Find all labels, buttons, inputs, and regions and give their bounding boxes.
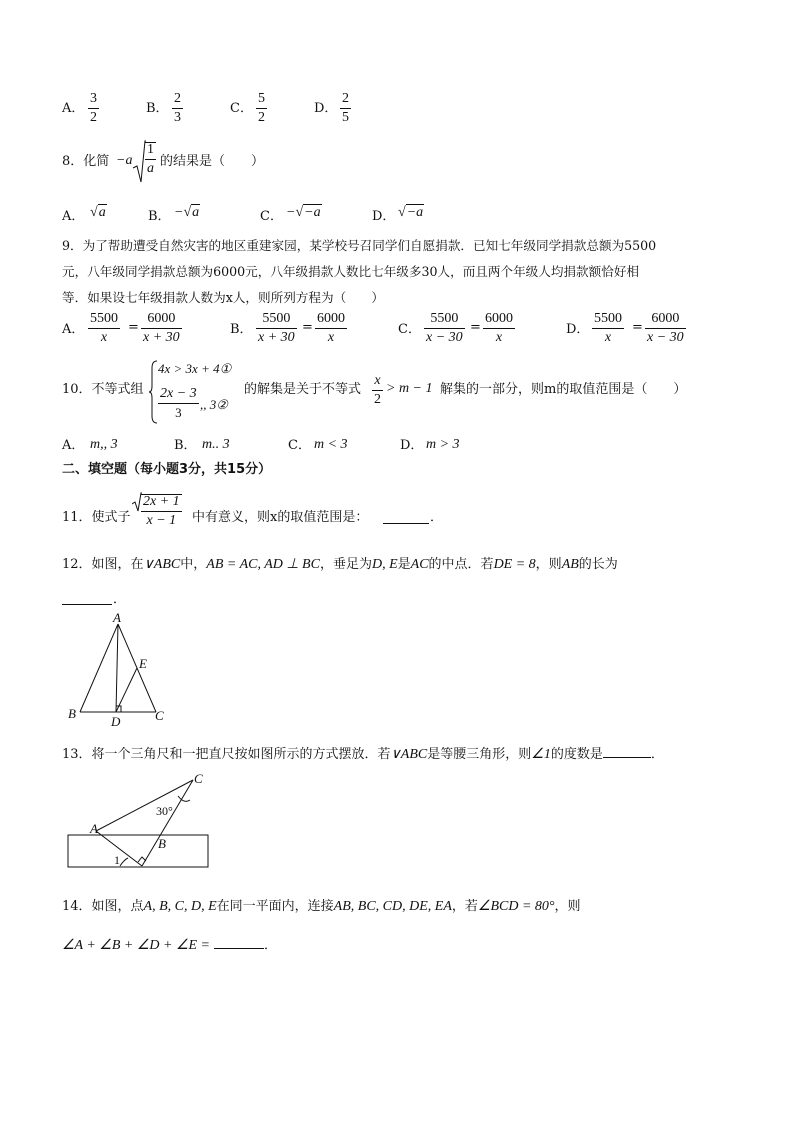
q8-option-c-label: C．: [260, 209, 283, 224]
q13-label-b: B: [158, 836, 166, 851]
q8-option-b-label: B．: [148, 209, 171, 224]
q12-triangle-figure: [62, 612, 182, 730]
q8-radicand-fraction: 1 a: [147, 142, 154, 176]
q11-answer-blank[interactable]: [383, 509, 429, 524]
q11-end: ．: [430, 510, 444, 525]
q13-angle-30: 30°: [156, 804, 173, 818]
q9-option-a-rhs: 6000 x + 30: [143, 311, 180, 345]
q8-minus-a: −a: [116, 153, 133, 168]
q13-label-a: A: [90, 821, 98, 836]
q10-option-b: m.. 3: [202, 437, 230, 452]
q9-option-a-lhs: 5500 x: [90, 311, 118, 345]
q10-suffix: 解集的一部分，则m的取值范围是（ ）: [440, 382, 687, 397]
q9-option-c-label: C．: [398, 322, 421, 337]
q9-option-c-lhs: 5500 x − 30: [426, 311, 463, 345]
q10-relation: > m − 1: [386, 381, 433, 396]
q7-option-a-fraction: 3 2: [90, 91, 97, 125]
q8-option-d-label: D．: [372, 209, 396, 224]
q9-option-d-equals: =: [632, 320, 643, 335]
q9-option-a-label: A．: [62, 322, 85, 337]
q9-option-b-lhs: 5500 x + 30: [258, 311, 295, 345]
q10-inequality-2-relation: ,, 3②: [200, 397, 228, 412]
q7-option-c-fraction: 5 2: [258, 91, 265, 125]
q8-option-b: −√a: [174, 205, 200, 220]
q9-option-b-equals: =: [302, 320, 313, 335]
q9-option-c-rhs: 6000 x: [485, 311, 513, 345]
q10-option-a: m,, 3: [90, 437, 118, 452]
q10-inequality-1: 4x > 3x + 4①: [158, 361, 232, 376]
q12-label-e: E: [139, 656, 147, 671]
q9-option-b-rhs: 6000 x: [317, 311, 345, 345]
q8-suffix: 的结果是（ ）: [160, 154, 265, 169]
q14-line-2: ∠A + ∠B + ∠D + ∠E = ．: [62, 938, 278, 953]
q8-option-c: −√−a: [286, 205, 321, 220]
q12-end: ．: [113, 592, 127, 607]
q7-option-d-label: D．: [314, 101, 338, 116]
q8-radical-sign: [132, 140, 146, 184]
q13-label-c: C: [194, 771, 203, 786]
q14-answer-blank[interactable]: [214, 936, 264, 949]
q9-line-3: 等．如果设七年级捐款人数为x人，则所列方程为（ ）: [62, 290, 384, 305]
q7-option-b-fraction: 2 3: [174, 91, 181, 125]
q10-option-c-label: C．: [288, 438, 311, 453]
q9-option-d-label: D．: [566, 322, 590, 337]
q11-fraction: 2x + 1 x − 1: [143, 494, 180, 528]
q9-option-c-equals: =: [470, 320, 481, 335]
q9-option-b-label: B．: [230, 322, 253, 337]
q12-answer-blank[interactable]: [62, 590, 112, 605]
q13-answer-blank[interactable]: [603, 745, 651, 758]
q7-option-d-fraction: 2 5: [342, 91, 349, 125]
q10-option-d: m > 3: [426, 437, 460, 452]
q9-option-a-equals: =: [128, 320, 139, 335]
q10-prefix: 10．不等式组: [62, 382, 144, 397]
section-2-title: 二、填空题（每小题3分，共15分）: [62, 462, 272, 477]
q7-option-c-label: C．: [230, 101, 253, 116]
q12-text: 12．如图，在 ∨ABC 中， AB = AC, AD ⊥ BC ，垂足为 D, E 是 AC 的中点．若 DE = 8 ，则 AB 的长为: [62, 557, 618, 572]
q8-option-a: √a: [90, 205, 106, 220]
q8-prefix: 8．化简: [62, 154, 110, 169]
q10-mid: 的解集是关于不等式: [244, 382, 362, 397]
q12-label-c: C: [155, 708, 164, 723]
q10-fraction: x 2: [374, 373, 381, 407]
q12-label-d: D: [111, 714, 121, 729]
q13-text: 13．将一个三角尺和一把直尺按如图所示的方式摆放．若 ∨ABC 是等腰三角形，则 ∠1 的度数是 ．: [62, 747, 664, 762]
q10-option-a-label: A．: [62, 438, 85, 453]
q9-option-d-rhs: 6000 x − 30: [647, 311, 684, 345]
q13-ruler: [68, 835, 208, 867]
q9-line-2: 元，八年级同学捐款总额为6000元，八年级捐款人数比七年级多30人，而且两个年级人均捐款额恰好相: [62, 264, 640, 279]
q13-angle-1-label: 1: [114, 853, 120, 867]
q10-inequality-2-fraction: 2x − 3 3: [160, 386, 197, 420]
q11-suffix: 中有意义，则x的取值范围是：: [192, 510, 369, 525]
q13-ruler-triangle-figure: [62, 770, 214, 870]
q9-line-1: 9．为了帮助遭受自然灾害的地区重建家园，某学校号召同学们自愿捐款．已知七年级同学捐款总额为5500: [62, 238, 657, 253]
q10-option-d-label: D．: [400, 438, 424, 453]
q12-label-b: B: [68, 706, 76, 721]
q8-option-a-label: A．: [62, 209, 85, 224]
q11-prefix: 11．使式子: [62, 510, 131, 525]
q7-option-a-label: A．: [62, 101, 85, 116]
q7-option-b-label: B．: [146, 101, 169, 116]
q14-text: 14．如图，点 A, B, C, D, E 在同一平面内，连接 AB, BC, CD, DE, EA ，若 ∠BCD = 80° ，则: [62, 899, 581, 914]
q8-option-d: √−a: [398, 205, 424, 220]
q9-option-d-lhs: 5500 x: [594, 311, 622, 345]
q10-option-c: m < 3: [314, 437, 348, 452]
q12-label-a: A: [113, 612, 121, 625]
q10-brace: [148, 360, 158, 424]
q10-option-b-label: B．: [174, 438, 197, 453]
